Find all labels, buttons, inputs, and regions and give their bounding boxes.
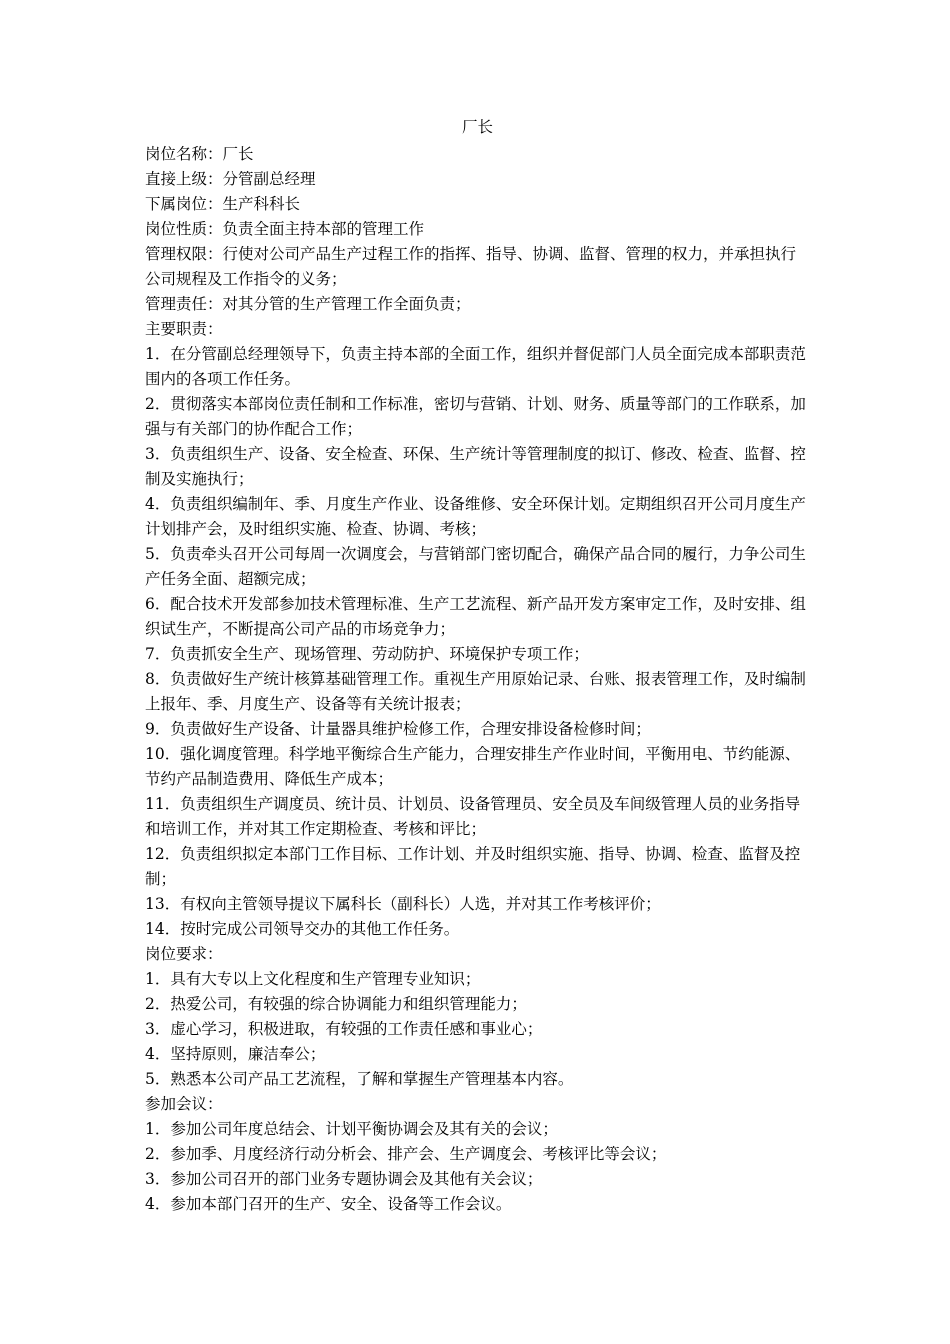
field-label: 岗位性质： [145, 220, 223, 238]
list-item: 9．负责做好生产设备、计量器具维护检修工作，合理安排设备检修时间； [145, 720, 651, 738]
list-item: 4．负责组织编制年、季、月度生产作业、设备维修、安全环保计划。定期组织召开公司月度生产计划排产会，及时组织实施、检查、协调、考核； [145, 495, 806, 538]
list-item: 2．热爱公司，有较强的综合协调能力和组织管理能力； [145, 995, 527, 1013]
list-item: 13．有权向主管领导提议下属科长（副科长）人选，并对其工作考核评价； [145, 895, 661, 913]
list-item: 5．负责牵头召开公司每周一次调度会，与营销部门密切配合，确保产品合同的履行，力争公司生产任务全面、超额完成； [145, 545, 806, 588]
section-heading: 参加会议： [145, 1095, 223, 1113]
document-title: 厂长 [461, 118, 493, 136]
field-label: 管理责任： [145, 295, 223, 313]
section-heading: 主要职责： [145, 320, 223, 338]
list-item: 3．负责组织生产、设备、安全检查、环保、生产统计等管理制度的拟订、修改、检查、监督、控制及实施执行； [145, 445, 806, 488]
list-item: 7．负责抓安全生产、现场管理、劳动防护、环境保护专项工作； [145, 645, 589, 663]
list-item: 8．负责做好生产统计核算基础管理工作。重视生产用原始记录、台账、报表管理工作，及时编制上报年、季、月度生产、设备等有关统计报表； [145, 670, 806, 713]
field-label: 岗位名称： [145, 145, 223, 163]
field-value: 厂长 [222, 145, 254, 163]
list-item: 4．参加本部门召开的生产、安全、设备等工作会议。 [145, 1195, 512, 1213]
field-subordinate-position [145, 192, 810, 217]
field-value: 负责全面主持本部的管理工作 [222, 220, 425, 238]
list-item: 1．具有大专以上文化程度和生产管理专业知识； [145, 970, 481, 988]
list-item: 12．负责组织拟定本部门工作目标、工作计划、并及时组织实施、指导、协调、检查、监督及控制； [145, 845, 801, 888]
list-item: 2．参加季、月度经济行动分析会、排产会、生产调度会、考核评比等会议； [145, 1145, 667, 1163]
document-page [145, 112, 810, 1217]
list-item: 4．坚持原则，廉洁奉公； [145, 1045, 326, 1063]
list-item: 1．在分管副总经理领导下，负责主持本部的全面工作，组织并督促部门人员全面完成本部职责范围内的各项工作任务。 [145, 345, 806, 388]
list-item: 3．虚心学习，积极进取，有较强的工作责任感和事业心； [145, 1020, 543, 1038]
list-item: 5．熟悉本公司产品工艺流程，了解和掌握生产管理基本内容。 [145, 1070, 574, 1088]
field-management-authority [145, 242, 810, 292]
field-value: 行使对公司产品生产过程工作的指挥、指导、协调、监督、管理的权力，并承担执行公司规程及工作指令的义务； [145, 245, 797, 288]
field-value: 分管副总经理 [222, 170, 316, 188]
duties-section [145, 317, 810, 942]
field-label: 直接上级： [145, 170, 223, 188]
requirements-section [145, 942, 810, 1092]
field-direct-superior [145, 167, 810, 192]
list-item: 2．贯彻落实本部岗位责任制和工作标准，密切与营销、计划、财务、质量等部门的工作联系，加强与有关部门的协作配合工作； [145, 395, 806, 438]
list-item: 1．参加公司年度总结会、计划平衡协调会及其有关的会议； [145, 1120, 558, 1138]
field-position-name [145, 142, 810, 167]
list-item: 6．配合技术开发部参加技术管理标准、生产工艺流程、新产品开发方案审定工作，及时安排、组织试生产，不断提高公司产品的市场竞争力； [145, 595, 806, 638]
section-heading: 岗位要求： [145, 945, 223, 963]
field-value: 生产科科长 [222, 195, 301, 213]
list-item: 14．按时完成公司领导交办的其他工作任务。 [145, 920, 460, 938]
field-label: 管理权限： [145, 245, 223, 263]
list-item: 11．负责组织生产调度员、统计员、计划员、设备管理员、安全员及车间级管理人员的业务指导和培训工作，并对其工作定期检查、考核和评比； [145, 795, 801, 838]
meetings-section [145, 1092, 810, 1217]
list-item: 3．参加公司召开的部门业务专题协调会及其他有关会议； [145, 1170, 543, 1188]
field-value: 对其分管的生产管理工作全面负责； [222, 295, 471, 313]
list-item: 10．强化调度管理。科学地平衡综合生产能力，合理安排生产作业时间，平衡用电、节约能源、节约产品制造费用、降低生产成本； [145, 745, 801, 788]
field-management-responsibility [145, 292, 810, 317]
field-position-nature [145, 217, 810, 242]
field-label: 下属岗位： [145, 195, 223, 213]
